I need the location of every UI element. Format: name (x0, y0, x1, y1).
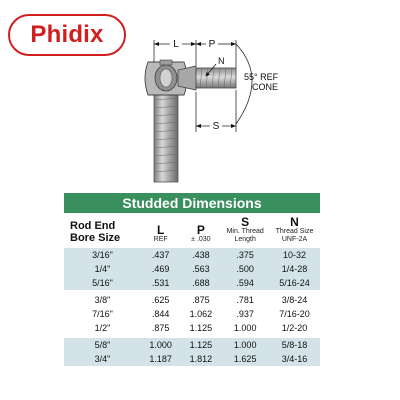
cell-N: 1/2-20 (269, 321, 320, 337)
cell-S: .375 (221, 248, 269, 262)
label-L: L (173, 39, 179, 50)
label-S: S (212, 121, 220, 132)
cell-S: 1.000 (221, 337, 269, 353)
cell-N: 7/16-20 (269, 307, 320, 321)
cell-N: 3/8-24 (269, 292, 320, 308)
cell-bore: 3/16" (64, 248, 141, 262)
rod-end-drawing (0, 0, 400, 185)
cell-L: 1.000 (141, 337, 180, 353)
table-header-row (64, 216, 320, 248)
table-row (64, 337, 320, 353)
cell-N: 3/4-16 (269, 352, 320, 366)
label-N: N (218, 56, 225, 66)
cell-L: 1.187 (141, 352, 180, 366)
cell-P: 1.812 (180, 352, 221, 366)
cell-P: .438 (180, 248, 221, 262)
cell-L: .531 (141, 276, 180, 292)
table-row (64, 262, 320, 276)
cell-S: .500 (221, 262, 269, 276)
dimensions-table (64, 216, 320, 366)
table-row (64, 307, 320, 321)
label-angle: 55° REF (244, 72, 279, 82)
cell-N: 5/16-24 (269, 276, 320, 292)
cell-P: .563 (180, 262, 221, 276)
label-cone: CONE (252, 82, 279, 92)
cell-bore: 3/4" (64, 352, 141, 366)
cell-bore: 5/16" (64, 276, 141, 292)
header-P: P ± .030 (180, 216, 221, 248)
table-row (64, 276, 320, 292)
table-row (64, 321, 320, 337)
label-P: P (208, 39, 216, 50)
header-L: L REF (141, 216, 180, 248)
cell-bore: 3/8" (64, 292, 141, 308)
cell-N: 1/4-28 (269, 262, 320, 276)
cell-N: 5/8-18 (269, 337, 320, 353)
logo-text: Phidix (30, 21, 104, 48)
table-row (64, 248, 320, 262)
cell-L: .625 (141, 292, 180, 308)
cell-L: .844 (141, 307, 180, 321)
cell-bore: 1/4" (64, 262, 141, 276)
cell-P: 1.125 (180, 321, 221, 337)
cell-S: 1.625 (221, 352, 269, 366)
cell-P: .875 (180, 292, 221, 308)
cell-L: .469 (141, 262, 180, 276)
header-N: N Thread Size UNF-2A (269, 216, 320, 248)
cell-P: .688 (180, 276, 221, 292)
table-title: Studded Dimensions (64, 193, 320, 213)
cell-P: 1.062 (180, 307, 221, 321)
header-S: S Min. Thread Length (221, 216, 269, 248)
cell-S: .594 (221, 276, 269, 292)
cell-N: 10-32 (269, 248, 320, 262)
cell-P: 1.125 (180, 337, 221, 353)
cell-S: 1.000 (221, 321, 269, 337)
cell-bore: 7/16" (64, 307, 141, 321)
table-row (64, 352, 320, 366)
stud (178, 66, 236, 90)
cell-S: .781 (221, 292, 269, 308)
cell-L: .437 (141, 248, 180, 262)
table-row (64, 292, 320, 308)
shaft (154, 92, 178, 182)
cell-bore: 5/8" (64, 337, 141, 353)
cell-bore: 1/2" (64, 321, 141, 337)
header-bore-size: Rod End Bore Size (64, 216, 141, 248)
cell-S: .937 (221, 307, 269, 321)
cell-L: .875 (141, 321, 180, 337)
